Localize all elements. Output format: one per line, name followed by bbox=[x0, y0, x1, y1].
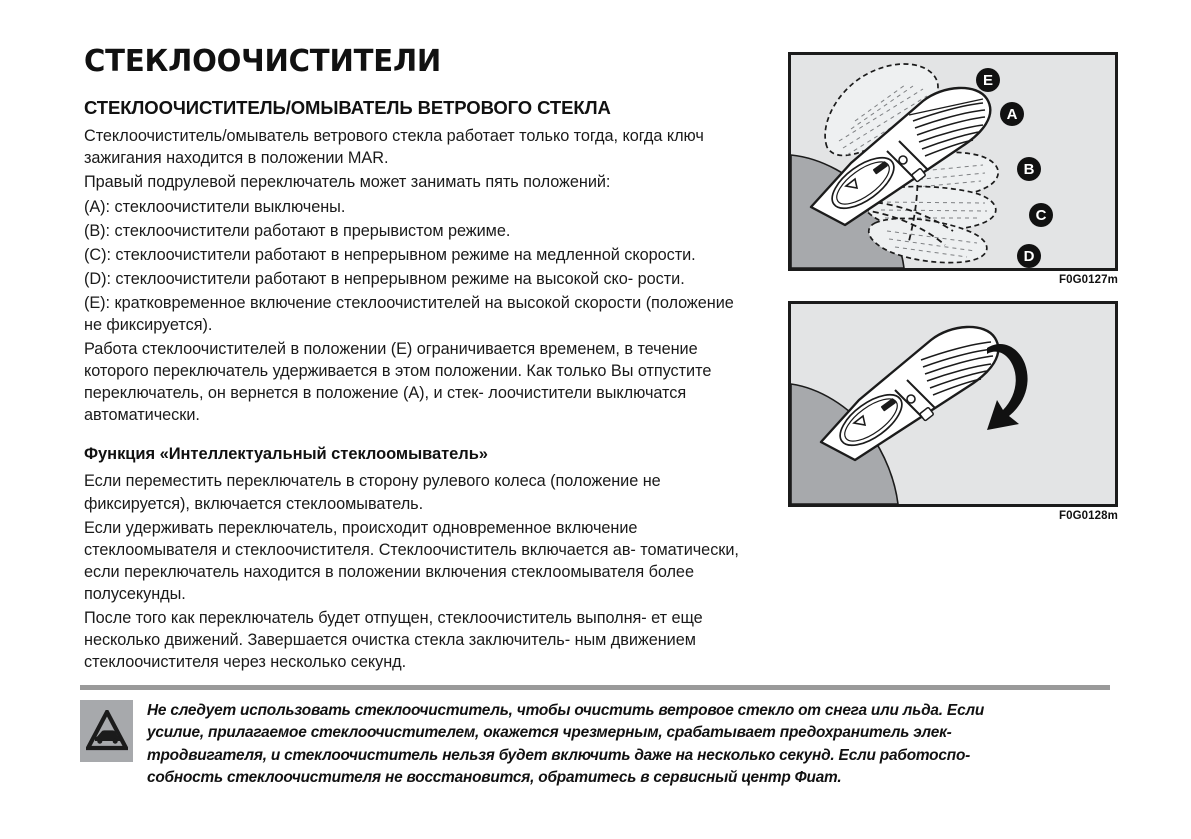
warning-line: усилие, прилагаемое стеклоочистителем, окажется чрезмерным, срабатывает предохранитель элек- bbox=[147, 724, 952, 742]
text-line: скорости. bbox=[624, 245, 696, 264]
subsection-heading: Функция «Интеллектуальный стеклоомыватель» bbox=[84, 445, 488, 464]
warning-line: собность стеклоочистителя не восстановится, обратитесь в сервисный центр Фиат. bbox=[147, 769, 842, 787]
text-line: Работа стеклоочистителей в положении (E) ограничивается временем, в bbox=[84, 340, 633, 359]
warning-triangle-car-icon bbox=[86, 710, 128, 752]
wiper-stalk-pull-illustration bbox=[791, 304, 1115, 504]
text-line: (A): стеклоочистители выключены. bbox=[84, 197, 346, 216]
text-line: (C): стеклоочистители работают в непрерывном режиме на медленной bbox=[84, 245, 620, 264]
text-line: (B): стеклоочистители работают в прерывистом режиме. bbox=[84, 221, 511, 240]
text-line: ет еще несколько движений. Завершается очистка стекла заключитель- bbox=[84, 609, 703, 650]
section-divider bbox=[80, 685, 1110, 690]
paragraph-smart-wash-2 bbox=[84, 517, 756, 605]
paragraph-smart-wash-3 bbox=[84, 607, 756, 673]
text-line: только Вы отпустите переключатель, он вернется в положение (A), и стек- bbox=[84, 362, 712, 403]
paragraph-positions-lead bbox=[84, 171, 756, 193]
text-line: Стеклоочиститель/омыватель ветрового стекла работает только тогда, bbox=[84, 127, 618, 146]
text-line: Если переместить переключатель в сторону рулевого колеса (положение bbox=[84, 472, 639, 491]
paragraph-position-a bbox=[84, 196, 756, 218]
paragraph-smart-wash-1 bbox=[84, 470, 756, 514]
text-line: Правый подрулевой переключатель может занимать пять положений: bbox=[84, 173, 611, 192]
text-line: не фиксируется), включается стеклоомыватель. bbox=[84, 472, 661, 513]
badge-e: E bbox=[976, 68, 1000, 92]
figure-frame bbox=[788, 52, 1118, 271]
text-line: (D): стеклоочистители работают в непрерывном режиме на высокой ско- bbox=[84, 269, 634, 288]
text-line: (положение не фиксируется). bbox=[84, 293, 734, 335]
paragraph-position-e-detail bbox=[84, 338, 756, 426]
paragraph-position-c bbox=[84, 244, 756, 266]
badge-b: B bbox=[1017, 157, 1041, 181]
figure-smart-wash bbox=[788, 301, 1118, 522]
warning-text bbox=[147, 700, 984, 790]
paragraph-position-d bbox=[84, 268, 756, 290]
warning-block bbox=[80, 700, 1112, 790]
text-line: лоочистители выключатся автоматически. bbox=[84, 384, 687, 425]
paragraph-position-b bbox=[84, 220, 756, 242]
text-line: После того как переключатель будет отпущен, стеклоочиститель выполня- bbox=[84, 609, 647, 628]
section-heading: СТЕКЛООЧИСТИТЕЛЬ/ОМЫВАТЕЛЬ ВЕТРОВОГО СТЕКЛА bbox=[84, 97, 611, 118]
page-title: СТЕКЛООЧИСТИТЕЛИ bbox=[84, 44, 442, 79]
wiper-stalk-positions-illustration bbox=[791, 55, 1115, 268]
badge-d: D bbox=[1017, 244, 1041, 268]
warning-line: Не следует использовать стеклоочиститель, чтобы очистить ветровое стекло от снега или льда. Если bbox=[147, 702, 985, 719]
text-column bbox=[84, 44, 756, 675]
paragraph-intro bbox=[84, 125, 756, 169]
figure-frame bbox=[788, 301, 1118, 507]
text-line: (E): кратковременное включение стеклоочистителей на высокой скорости bbox=[84, 293, 642, 312]
text-line: стеклоомывателя более полусекунды. bbox=[84, 562, 694, 603]
text-line: томатически, если переключатель находится в положении включения bbox=[84, 540, 739, 581]
badge-c: C bbox=[1029, 203, 1053, 227]
text-line: Если удерживать переключатель, происходит одновременное включение bbox=[84, 518, 638, 537]
figure-caption-top: F0G0127m bbox=[1059, 274, 1118, 286]
text-line: стеклоомывателя и стеклоочистителя. Стеклоочиститель включается ав- bbox=[84, 540, 636, 559]
paragraph-position-e bbox=[84, 292, 756, 336]
text-line: когда ключ зажигания находится в положении MAR. bbox=[84, 127, 704, 168]
warning-line: тродвигателя, и стеклоочиститель нельзя будет включить даже на несколько секунд. Если работоспо- bbox=[147, 746, 971, 764]
badge-a: A bbox=[1000, 102, 1024, 126]
figure-wiper-stalk-positions bbox=[788, 52, 1118, 286]
figure-caption-bottom: F0G0128m bbox=[1059, 510, 1118, 522]
warning-icon-container bbox=[80, 700, 133, 762]
text-line: течение которого переключатель удерживается в этом положении. Как bbox=[84, 340, 698, 381]
text-line: ным движением стеклоочистителя через несколько секунд. bbox=[84, 631, 696, 672]
text-line: рости. bbox=[637, 269, 685, 288]
